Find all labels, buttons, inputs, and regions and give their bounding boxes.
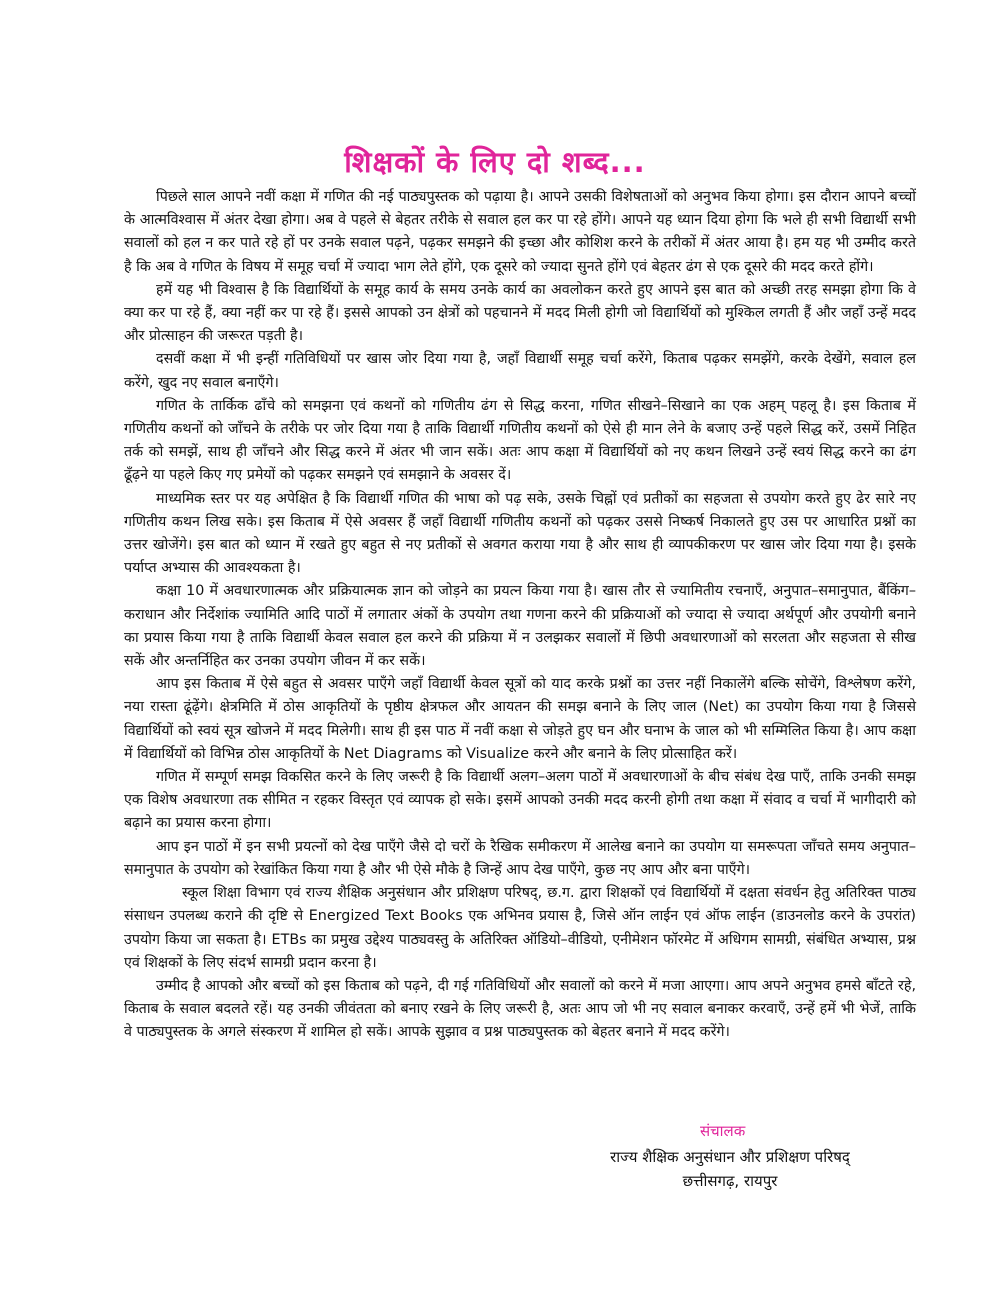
signature-place: छत्तीसगढ़, रायपुर xyxy=(682,1172,778,1190)
paragraph: दसवीं कक्षा में भी इन्हीं गतिविधियों पर खास जोर दिया गया है, जहाँ विद्यार्थी समूह चर्चा करेंगे, किताब पढ़कर समझेंगे, करके देखेंगे, सवाल हल करेंगे, खुद नए सवाल बनाएँगे। xyxy=(124,351,916,391)
paragraph: कक्षा 10 में अवधारणात्मक और प्रक्रियात्मक ज्ञान को जोड़ने का प्रयत्न किया गया है। खास तौर से ज्यामितीय रचनाएँ, अनुपात–समानुपात, बैंकिंग–कराधान और निर्देशांक ज्यामिति आदि पाठों में लगातार अंकों के उपयोग तथा गणना करने की प्रक्रियाओं को ज्यादा से ज्यादा अर्थपूर्ण और उपयोगी बनाने का प्रयास किया गया है ताकि विद्यार्थी केवल सवाल हल करने की प्रक्रिया में न उलझकर सवालों में छिपी अवधारणाओं को सरलता और सहजता से सीख सकें और अन्तर्निहित कर उनका उपयोग जीवन में कर सकें। xyxy=(124,583,916,670)
signature-role: संचालक xyxy=(700,1122,746,1140)
paragraph: माध्यमिक स्तर पर यह अपेक्षित है कि विद्यार्थी गणित की भाषा को पढ़ सके, उसके चिह्नों एवं प्रतीकों का सहजता से उपयोग करते हुए ढेर सारे नए गणितीय कथन लिख सके। इस किताब में ऐसे अवसर हैं जहाँ विद्यार्थी गणितीय कथनों को पढ़कर उससे निष्कर्ष निकालते हुए उस पर आधारित प्रश्नों का उत्तर खोजेंगे। इस बात को ध्यान में रखते हुए बहुत से नए प्रतीकों से अवगत कराया गया है और साथ ही व्यापकीकरण पर खास जोर दिया गया है। इसके पर्याप्त अभ्यास की आवश्यकता है। xyxy=(124,490,916,577)
paragraph: गणित के तार्किक ढाँचे को समझना एवं कथनों को गणितीय ढंग से सिद्ध करना, गणित सीखने–सिखाने का एक अहम् पहलू है। इस किताब में गणितीय कथनों को जाँचने के तरीके पर जोर दिया गया है ताकि विद्यार्थी गणितीय कथनों को ऐसे ही मान लेने के बजाए उन्हें पहले सिद्ध करें, उसमें निहित तर्क को समझें, साथ ही जाँचने और सिद्ध करने में अंतर भी जान सकें। अतः आप कक्षा में विद्यार्थियों को नए कथन लिखने उन्हें स्वयं सिद्ध करने का ढंग ढूँढ़ने या पहले किए गए प्रमेयों को पढ़कर समझने एवं समझाने के अवसर दें। xyxy=(124,397,916,484)
page-title: शिक्षकों के लिए दो शब्द... xyxy=(344,145,646,179)
paragraph: आप इस किताब में ऐसे बहुत से अवसर पाएँगे जहाँ विद्यार्थी केवल सूत्रों को याद करके प्रश्नों का उत्तर नहीं निकालेंगे बल्कि सोचेंगे, विश्लेषण करेंगे, नया रास्ता ढूंढ़ेंगे। क्षेत्रमिति में ठोस आकृतियों के पृष्ठीय क्षेत्रफल और आयतन की समझ बनाने के लिए जाल (Net) का उपयोग किया गया है जिससे विद्यार्थियों को स्वयं सूत्र खोजने में मदद मिलेगी। साथ ही इस पाठ में नवीं कक्षा से जोड़ते हुए घन और घनाभ के जाल को भी सम्मिलित किया है। आप कक्षा में विद्यार्थियों को विभिन्न ठोस आकृतियों के Net Diagrams को Visualize करने और बनाने के लिए प्रोत्साहित करें। xyxy=(124,676,916,762)
paragraph: उम्मीद है आपको और बच्चों को इस किताब को पढ़ने, दी गई गतिविधियों और सवालों को करने में मजा आएगा। आप अपने अनुभव हमसे बाँटते रहे, किताब के सवाल बदलते रहें। यह उनकी जीवंतता को बनाए रखने के लिए जरूरी है, अतः आप जो भी नए सवाल बनाकर करवाएँ, उन्हें हमें भी भेजें, ताकि वे पाठ्यपुस्तक के अगले संस्करण में शामिल हो सकें। आपके सुझाव व प्रश्न पाठ्यपुस्तक को बेहतर बनाने में मदद करेंगे। xyxy=(124,977,916,1041)
paragraph: आप इन पाठों में इन सभी प्रयत्नों को देख पाएँगे जैसे दो चरों के रैखिक समीकरण में आलेख बनाने का उपयोग या समरूपता जाँचते समय अनुपात–समानुपात के उपयोग को रेखांकित किया गया है और भी ऐसे मौके है जिन्हें आप देख पाएँगे, कुछ नए आप और बना पाएँगे। xyxy=(124,838,916,878)
paragraph: गणित में सम्पूर्ण समझ विकसित करने के लिए जरूरी है कि विद्यार्थी अलग–अलग पाठों में अवधारणाओं के बीच संबंध देख पाएँ, ताकि उनकी समझ एक विशेष अवधारणा तक सीमित न रहकर विस्तृत एवं व्यापक हो सके। इसमें आपको उनकी मदद करनी होगी तथा कक्षा में संवाद व चर्चा में भागीदारी को बढ़ाने का प्रयास करना होगा। xyxy=(124,769,916,832)
paragraph: पिछले साल आपने नवीं कक्षा में गणित की नई पाठ्यपुस्तक को पढ़ाया है। आपने उसकी विशेषताओं को अनुभव किया होगा। इस दौरान आपने बच्चों के आत्मविश्वास में अंतर देखा होगा। अब वे पहले से बेहतर तरीके से सवाल हल कर पा रहे होंगे। आपने यह ध्यान दिया होगा कि भले ही सभी विद्यार्थी सभी सवालों को हल न कर पाते रहे हों पर उनके सवाल पढ़ने, पढ़कर समझने की इच्छा और कोशिश करने के तरीकों में अंतर आया है। हम यह भी उम्मीद करते है कि अब वे गणित के विषय में समूह चर्चा में ज्यादा भाग लेते होंगे, एक दूसरे को ज्यादा सुनते होंगे एवं बेहतर ढंग से एक दूसरे की मदद करते होंगे। xyxy=(124,189,916,275)
paragraph: स्कूल शिक्षा विभाग एवं राज्य शैक्षिक अनुसंधान और प्रशिक्षण परिषद्, छ.ग. द्वारा शिक्षकों एवं विद्यार्थियों में दक्षता संवर्धन हेतु अतिरिक्त पाठ्य संसाधन उपलब्ध कराने की दृष्टि से Energized Text Books एक अभिनव प्रयास है, जिसे ऑन लाईन एवं ऑफ लाईन (डाउनलोड करने के उपरांत) उपयोग किया जा सकता है। ETBs का प्रमुख उद्देश्य पाठ्यवस्तु के अतिरिक्त ऑडियो–वीडियो, एनीमेशन फॉरमेट में अधिगम सामग्री, संबंधित अभ्यास, प्रश्न एवं शिक्षकों के लिए संदर्भ सामग्री प्रदान करना है। xyxy=(124,885,916,971)
body-text xyxy=(124,186,916,1045)
paragraph: हमें यह भी विश्वास है कि विद्यार्थियों के समूह कार्य के समय उनके कार्य का अवलोकन करते हुए आपने इस बात को अच्छी तरह समझा होगा कि वे क्या कर पा रहे हैं, क्या नहीं कर पा रहे हैं। इससे आपको उन क्षेत्रों को पहचानने में मदद मिली होगी जो विद्यार्थियों को मुश्किल लगती हैं और जहाँ उन्हें मदद और प्रोत्साहन की जरूरत पड़ती है। xyxy=(124,281,916,345)
signature-block xyxy=(570,1145,890,1193)
signature-org: राज्य शैक्षिक अनुसंधान और प्रशिक्षण परिषद् xyxy=(610,1148,850,1166)
